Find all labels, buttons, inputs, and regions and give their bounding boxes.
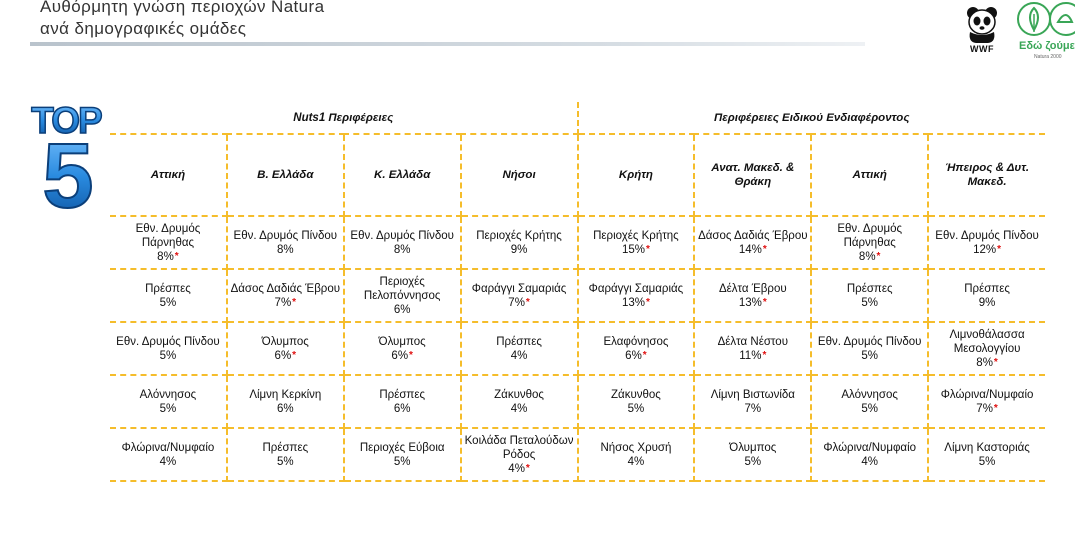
percentage-wrapper [111, 250, 225, 264]
table-cell [461, 322, 578, 375]
percentage-wrapper [229, 455, 342, 469]
percentage-value: 5% [861, 402, 878, 415]
percentage-value: 5% [159, 349, 177, 362]
site-name: Περιοχές Κρήτης [476, 229, 562, 242]
column-header: Νήσοι [461, 134, 578, 216]
percentage-value: 5% [627, 402, 645, 415]
natura-awareness-table [110, 102, 1045, 482]
percentage-value: 7% [274, 296, 292, 309]
percentage-wrapper [346, 455, 459, 469]
significance-star-icon: * [174, 250, 179, 262]
percentage-wrapper [930, 455, 1044, 469]
table-cell [110, 216, 227, 269]
site-name: Λίμνη Βιστωνίδα [710, 388, 795, 401]
percentage-value: 9% [978, 296, 996, 309]
percentage-wrapper [463, 349, 576, 363]
title-underline [30, 42, 865, 46]
percentage-value: 7% [744, 402, 762, 415]
significance-star-icon: * [525, 296, 530, 308]
percentage-value: 4% [510, 402, 528, 415]
site-name: Πρέσπες [379, 388, 426, 401]
site-name: Όλυμπος [729, 441, 777, 454]
table-cell [694, 375, 811, 428]
table-cell [344, 269, 461, 322]
percentage-wrapper [813, 250, 926, 264]
percentage-wrapper [111, 349, 225, 363]
site-name: Αλόννησος [139, 388, 197, 401]
table-cell [578, 269, 695, 322]
percentage-value: 6% [277, 402, 294, 415]
percentage-value: 7% [508, 296, 525, 309]
percentage-value: 6% [625, 349, 642, 362]
percentage-wrapper [696, 296, 809, 310]
column-header: Κρήτη [578, 134, 695, 216]
percentage-value: 12% [973, 243, 997, 256]
percentage-wrapper [813, 349, 926, 363]
table-cell [694, 322, 811, 375]
percentage-wrapper [930, 356, 1044, 370]
site-name: Ελαφόνησος [603, 335, 669, 348]
table-cell [227, 322, 344, 375]
site-name: Λίμνη Κερκίνη [249, 388, 322, 401]
significance-star-icon: * [762, 349, 767, 361]
percentage-wrapper [346, 303, 459, 317]
percentage-value: 5% [861, 296, 878, 309]
percentage-wrapper [346, 243, 459, 257]
edo-zoume-subtext: Natura 2000 [1034, 54, 1062, 60]
table-row [110, 269, 1045, 322]
site-name: Πρέσπες [145, 282, 191, 295]
edo-zoume-logo [1014, 0, 1075, 64]
table-cell [227, 375, 344, 428]
site-name: Λίμνη Καστοριάς [944, 441, 1030, 454]
site-name: Φλώρινα/Νυμφαίο [823, 441, 917, 454]
percentage-value: 5% [393, 455, 411, 468]
percentage-wrapper [229, 296, 342, 310]
table-cell [694, 269, 811, 322]
title-line-2: ανά δημογραφικές ομάδες [40, 19, 247, 38]
site-name: Όλυμπος [378, 335, 426, 348]
site-name: Εθν. Δρυμός Πάρνηθας [837, 222, 903, 249]
site-name: Εθν. Δρυμός Πίνδου [116, 335, 220, 348]
site-name: Πρέσπες [262, 441, 309, 454]
percentage-wrapper [463, 462, 576, 476]
table-cell [110, 322, 227, 375]
percentage-wrapper [696, 402, 809, 416]
percentage-value: 4% [508, 462, 525, 475]
table-cell [110, 375, 227, 428]
table-cell [811, 216, 928, 269]
site-name: Λιμνοθάλασσα Μεσολογγίου [949, 328, 1025, 355]
table-cell [110, 269, 227, 322]
site-name: Δέλτα Έβρου [718, 282, 787, 295]
percentage-value: 8% [277, 243, 294, 256]
percentage-wrapper [111, 402, 225, 416]
leaf-icon [1014, 0, 1075, 40]
table-cell [461, 428, 578, 481]
percentage-value: 6% [393, 402, 411, 415]
site-name: Αλόννησος [841, 388, 898, 401]
table-cell [461, 269, 578, 322]
percentage-value: 5% [744, 455, 762, 468]
table-cell [578, 428, 695, 481]
table-row [110, 322, 1045, 375]
percentage-value: 14% [738, 243, 762, 256]
significance-star-icon: * [646, 243, 650, 255]
site-name: Δάσος Δαδιάς Έβρου [230, 282, 341, 295]
significance-star-icon: * [292, 296, 297, 308]
badge-top-text: TOP [31, 100, 101, 141]
site-name: Φαράγγι Σαμαριάς [588, 282, 684, 295]
site-name: Νήσος Χρυσή [600, 441, 672, 454]
percentage-wrapper [463, 296, 576, 310]
column-header: Ανατ. Μακεδ. & Θράκη [694, 134, 811, 216]
table-cell [344, 216, 461, 269]
percentage-value: 15% [621, 243, 645, 256]
column-header: Β. Ελλάδα [227, 134, 344, 216]
site-name: Εθν. Δρυμός Πίνδου [233, 229, 338, 242]
table-cell [227, 269, 344, 322]
group-header-row [110, 102, 1045, 134]
table-row [110, 375, 1045, 428]
percentage-value: 5% [159, 402, 177, 415]
table-cell [694, 216, 811, 269]
percentage-value: 13% [621, 296, 645, 309]
table-cell [694, 428, 811, 481]
table-cell [811, 428, 928, 481]
title-line-1: Αυθόρμητη γνώση περιοχών Natura [40, 0, 325, 16]
percentage-wrapper [463, 402, 576, 416]
site-name: Δάσος Δαδιάς Έβρου [698, 229, 808, 242]
significance-star-icon: * [876, 250, 881, 262]
site-name: Περιοχές Εύβοια [359, 441, 445, 454]
percentage-wrapper [813, 296, 926, 310]
table-cell [461, 375, 578, 428]
table-cell [928, 322, 1045, 375]
top-5-badge [25, 97, 107, 210]
significance-star-icon: * [409, 349, 413, 361]
site-name: Κοιλάδα Πεταλούδων Ρόδος [464, 434, 574, 461]
table-cell [344, 322, 461, 375]
table-row [110, 216, 1045, 269]
site-name: Περιοχές Πελοπόννησος [363, 275, 441, 302]
percentage-value: 6% [274, 349, 292, 362]
table-cell [578, 216, 695, 269]
table-cell [928, 269, 1045, 322]
percentage-wrapper [111, 455, 225, 469]
table-cell [928, 216, 1045, 269]
site-name: Πρέσπες [964, 282, 1010, 295]
percentage-value: 8% [858, 250, 876, 263]
site-name: Όλυμπος [261, 335, 309, 348]
percentage-value: 5% [978, 455, 996, 468]
percentage-value: 4% [627, 455, 645, 468]
significance-star-icon: * [642, 349, 647, 361]
column-header: Ήπειρος & Δυτ. Μακεδ. [928, 134, 1045, 216]
percentage-wrapper [229, 349, 342, 363]
page-title [40, 0, 324, 40]
site-name: Φλώρινα/Νυμφαίο [940, 388, 1034, 401]
significance-star-icon: * [993, 356, 998, 368]
significance-star-icon: * [997, 243, 1002, 255]
site-name: Πρέσπες [846, 282, 893, 295]
percentage-wrapper [346, 402, 459, 416]
column-header: Κ. Ελλάδα [344, 134, 461, 216]
percentage-wrapper [580, 296, 693, 310]
table-cell [811, 375, 928, 428]
percentage-value: 6% [393, 303, 411, 316]
table-cell [227, 216, 344, 269]
group-header-nuts1: Nuts1 Περιφέρειες [110, 102, 578, 134]
percentage-wrapper [580, 402, 693, 416]
column-header: Αττική [811, 134, 928, 216]
edo-zoume-text: Εδώ ζούμε [1019, 40, 1075, 52]
table-cell [344, 375, 461, 428]
table-row [110, 428, 1045, 481]
percentage-value: 6% [391, 349, 409, 362]
site-name: Εθν. Δρυμός Πίνδου [817, 335, 922, 348]
table-cell [461, 216, 578, 269]
significance-star-icon: * [292, 349, 297, 361]
table-cell [578, 375, 695, 428]
site-name: Περιοχές Κρήτης [593, 229, 679, 242]
percentage-wrapper [813, 402, 926, 416]
table-cell [928, 375, 1045, 428]
column-header: Αττική [110, 134, 227, 216]
percentage-value: 11% [739, 349, 762, 362]
percentage-wrapper [229, 243, 342, 257]
percentage-wrapper [346, 349, 459, 363]
significance-star-icon: * [762, 243, 767, 255]
percentage-value: 4% [510, 349, 528, 362]
percentage-wrapper [696, 455, 809, 469]
table-cell [811, 322, 928, 375]
site-name: Δέλτα Νέστου [717, 335, 788, 348]
percentage-value: 5% [277, 455, 294, 468]
percentage-wrapper [229, 402, 342, 416]
percentage-value: 8% [393, 243, 411, 256]
percentage-value: 7% [976, 402, 993, 415]
site-name: Πρέσπες [496, 335, 542, 348]
percentage-wrapper [813, 455, 926, 469]
percentage-value: 8% [157, 250, 174, 263]
percentage-wrapper [463, 243, 576, 257]
table-cell [578, 322, 695, 375]
site-name: Ζάκυνθος [494, 388, 544, 401]
percentage-value: 4% [159, 455, 177, 468]
percentage-value: 5% [159, 296, 177, 309]
percentage-value: 13% [738, 296, 762, 309]
percentage-wrapper [580, 349, 693, 363]
percentage-wrapper [696, 243, 809, 257]
significance-star-icon: * [646, 296, 650, 308]
group-header-special-interest: Περιφέρειες Ειδικού Ενδιαφέροντος [578, 102, 1046, 134]
percentage-wrapper [930, 402, 1044, 416]
significance-star-icon: * [993, 402, 998, 414]
percentage-value: 4% [861, 455, 878, 468]
percentage-wrapper [930, 296, 1044, 310]
site-name: Ζάκυνθος [611, 388, 661, 401]
table-cell [344, 428, 461, 481]
percentage-wrapper [111, 296, 225, 310]
panda-icon [964, 4, 1000, 44]
wwf-logo [964, 4, 1000, 58]
site-name: Εθν. Δρυμός Πίνδου [935, 229, 1039, 242]
percentage-wrapper [580, 455, 693, 469]
site-name: Εθν. Δρυμός Πάρνηθας [135, 222, 201, 249]
site-name: Φαράγγι Σαμαριάς [471, 282, 567, 295]
badge-number-text: 5 [42, 125, 94, 210]
significance-star-icon: * [525, 462, 530, 474]
significance-star-icon: * [762, 296, 767, 308]
site-name: Εθν. Δρυμός Πίνδου [350, 229, 454, 242]
percentage-wrapper [696, 349, 809, 363]
table-cell [928, 428, 1045, 481]
table-cell [227, 428, 344, 481]
wwf-logo-text: WWF [970, 44, 994, 54]
table-cell [811, 269, 928, 322]
percentage-value: 5% [861, 349, 878, 362]
percentage-value: 8% [976, 356, 993, 369]
percentage-wrapper [930, 243, 1044, 257]
percentage-value: 9% [510, 243, 528, 256]
percentage-wrapper [580, 243, 693, 257]
table-cell [110, 428, 227, 481]
column-header-row [110, 134, 1045, 216]
site-name: Φλώρινα/Νυμφαίο [121, 441, 215, 454]
